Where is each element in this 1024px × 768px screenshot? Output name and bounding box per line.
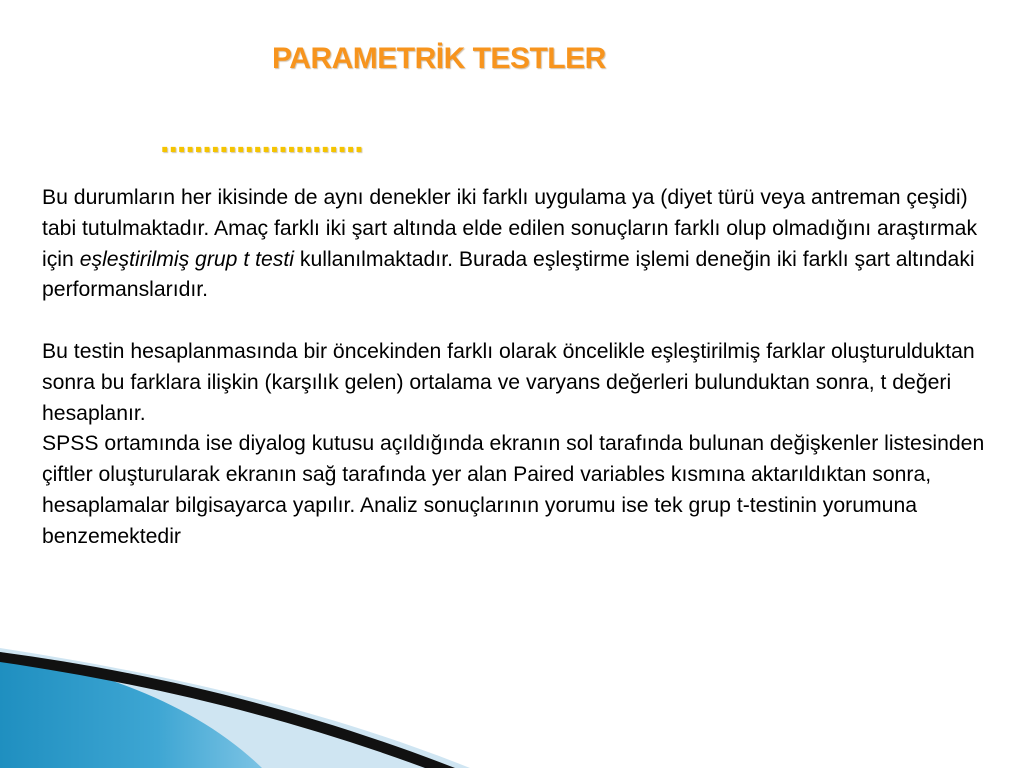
paragraph1-text-start: Bu durumların her ikisinde de aynı denekler iki farklı uygulama ya (diyet türü veya antreman çeşidi) tabi tutulmaktadır. Amaç farklı iki şart altında elde edilen sonuçların farklı olup olmadığını araştırmak için	[42, 186, 978, 271]
paragraph1-text-end: kullanılmaktadır. Burada eşleştirme işlemi deneğin iki farklı şart altındaki performanslarıdır.	[42, 247, 975, 302]
subtitle-placeholder-dots: ........................	[160, 122, 363, 160]
paragraph-spss: SPSS ortamında ise diyalog kutusu açıldığında ekranın sol tarafında bulunan değişkenler listesinden çiftler oluşturularak ekranın sağ tarafında yer alan Paired variables kısmına aktarıldıktan sonra, hesaplamalar bilgisayarca yapılır. Analiz sonuçlarının yorumu ise tek grup t-testinin yorumuna benzemektedir	[42, 432, 985, 548]
paragraph1-italic-term: eşleştirilmiş grup t testi	[79, 247, 294, 271]
paragraph-calculation: Bu testin hesaplanmasında bir öncekinden farklı olarak öncelikle eşleştirilmiş farklar oluşturulduktan sonra bu farklara ilişkin (karşılık gelen) ortalama ve varyans değerleri bulunduktan sonra, t değeri hesaplanır.	[42, 339, 975, 425]
slide-title: PARAMETRİK TESTLER	[272, 42, 606, 75]
